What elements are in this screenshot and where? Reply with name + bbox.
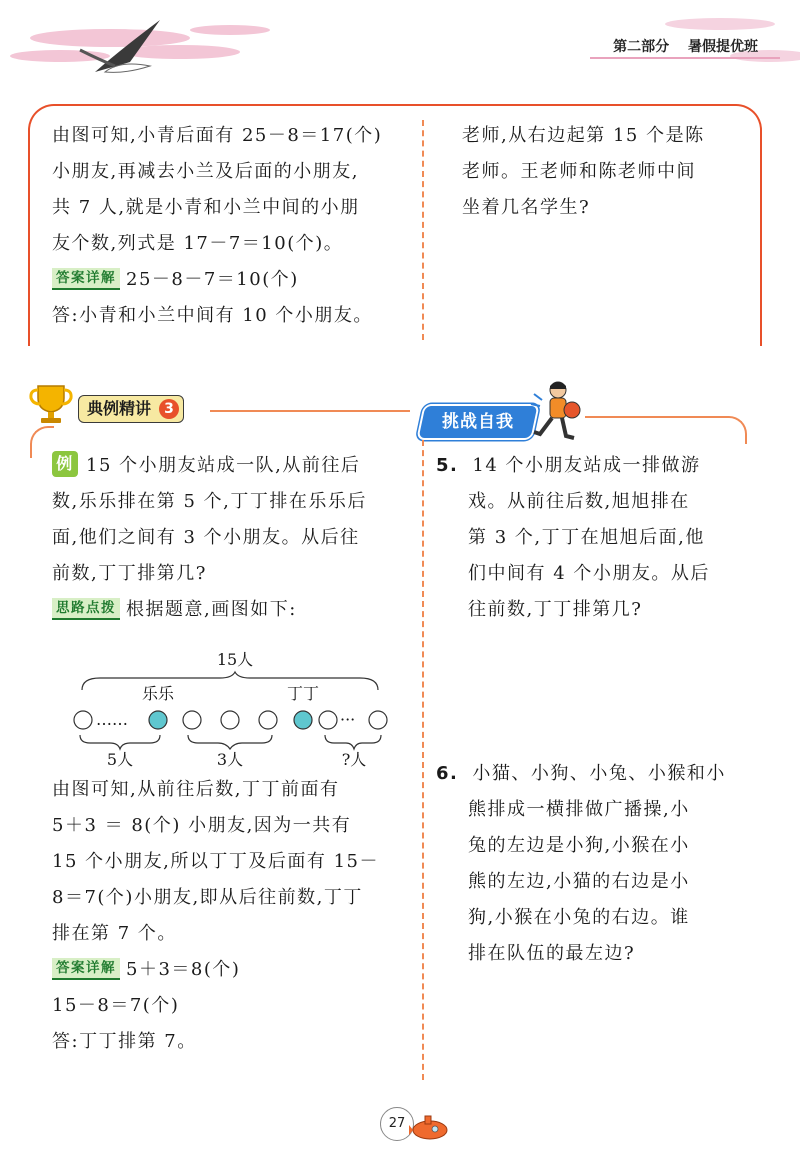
answer-text: 答:小青和小兰中间有 10 个小朋友。 xyxy=(52,305,373,326)
hint-text: 根据题意,画图如下: xyxy=(126,599,297,620)
total-label: 15人 xyxy=(216,650,254,669)
page-number: 27 xyxy=(380,1107,414,1141)
ellipsis-dots: …… xyxy=(96,710,128,729)
text-line: 5. 14 个小朋友站成一排做游 xyxy=(436,455,701,476)
label-dingding: 丁丁 xyxy=(286,684,320,703)
answer-expression-2: 15－8＝7(个) xyxy=(52,995,180,1016)
child-circle xyxy=(183,711,201,729)
title-underline xyxy=(210,410,410,412)
text-line: 前数,丁丁排第几? xyxy=(52,563,207,584)
child-circle xyxy=(221,711,239,729)
text-line: 往前数,丁丁排第几? xyxy=(468,599,643,620)
segment-label-unknown: ?人 xyxy=(341,750,367,769)
label-lele: 乐乐 xyxy=(141,684,175,703)
text-line: 坐着几名学生? xyxy=(462,197,591,218)
course-name: 暑假提优班 xyxy=(688,39,758,55)
hint-tag: 思路点拨 xyxy=(52,598,120,620)
text-line: 5＋3 ＝ 8(个) 小朋友,因为一共有 xyxy=(52,815,352,836)
child-circle xyxy=(369,711,387,729)
submarine-icon xyxy=(408,1110,450,1142)
trophy-icon xyxy=(28,382,74,426)
segment-label-5: 5人 xyxy=(106,750,134,769)
question-number: 5. xyxy=(436,455,459,476)
previous-question-continuation xyxy=(462,118,762,226)
child-circle xyxy=(319,711,337,729)
ellipsis-dots: ··· xyxy=(340,710,356,729)
challenge-badge-text: 挑战自我 xyxy=(442,412,514,432)
section-name: 第二部分 xyxy=(613,39,670,55)
brace-unknown xyxy=(325,735,381,749)
basketball-player-icon xyxy=(528,380,584,446)
text-line: 们中间有 4 个小朋友。从后 xyxy=(468,563,710,584)
text-line: 熊的左边,小猫的右边是小 xyxy=(468,871,690,892)
text-line: 由图可知,小青后面有 25－8＝17(个) xyxy=(52,125,383,146)
example-explanation xyxy=(52,772,417,1060)
child-circle xyxy=(259,711,277,729)
text-line: 狗,小猴在小兔的右边。谁 xyxy=(468,907,690,928)
hint-line xyxy=(52,592,417,628)
text-line: 兔的左边是小狗,小猴在小 xyxy=(468,835,690,856)
answer-tag: 答案详解 xyxy=(52,958,120,980)
brace-3 xyxy=(188,735,272,749)
text-line: 例 15 个小朋友站成一队,从前往后 xyxy=(52,448,417,484)
section-label xyxy=(613,36,758,56)
answer-line xyxy=(52,262,412,298)
brace-5 xyxy=(80,735,160,749)
text-line: 第 3 个,丁丁在旭旭后面,他 xyxy=(468,527,705,548)
child-circle-lele xyxy=(149,711,167,729)
question-number: 6. xyxy=(436,763,459,784)
text-line: 老师。王老师和陈老师中间 xyxy=(462,161,696,182)
section-number-badge: 3 xyxy=(159,399,179,419)
text-line: 熊排成一横排做广播操,小 xyxy=(468,799,690,820)
child-circle xyxy=(74,711,92,729)
section-title xyxy=(78,395,184,423)
column-divider-top xyxy=(422,120,424,340)
text-line: 老师,从右边起第 15 个是陈 xyxy=(462,125,705,146)
example-problem xyxy=(52,448,417,628)
text-line: 数,乐乐排在第 5 个,丁丁排在乐乐后 xyxy=(52,491,367,512)
child-circle-dingding xyxy=(294,711,312,729)
text-line: 由图可知,从前往后数,丁丁前面有 xyxy=(52,779,340,800)
text-line: 面,他们之间有 3 个小朋友。从后往 xyxy=(52,527,360,548)
text-line: 友个数,列式是 17－7＝10(个)。 xyxy=(52,233,344,254)
text-line: 15 个小朋友,所以丁丁及后面有 15－ xyxy=(52,851,379,872)
answer-text: 答:丁丁排第 7。 xyxy=(52,1031,197,1052)
example-frame-left xyxy=(30,426,54,458)
section-title-text: 典例精讲 xyxy=(87,399,152,418)
challenge-underline xyxy=(585,416,747,444)
column-divider-bottom xyxy=(422,440,424,1080)
text-line: 小朋友,再减去小兰及后面的小朋友, xyxy=(52,161,359,182)
challenge-badge xyxy=(416,404,540,440)
question-5 xyxy=(436,448,766,628)
queue-diagram xyxy=(60,645,410,770)
example-mark: 例 xyxy=(52,451,78,477)
text-line: 排在队伍的最左边? xyxy=(468,943,636,964)
previous-solution xyxy=(52,118,412,334)
text-line: 排在第 7 个。 xyxy=(52,923,177,944)
segment-label-3: 3人 xyxy=(216,750,244,769)
answer-line xyxy=(52,952,417,988)
total-brace xyxy=(82,672,378,690)
answer-tag: 答案详解 xyxy=(52,268,120,290)
text-line: 共 7 人,就是小青和小兰中间的小朋 xyxy=(52,197,360,218)
answer-expression: 5＋3＝8(个) xyxy=(126,959,241,980)
answer-expression: 25－8－7＝10(个) xyxy=(126,269,299,290)
text-line: 8＝7(个)小朋友,即从后往前数,丁丁 xyxy=(52,887,363,908)
question-6 xyxy=(436,756,766,972)
text-line: 戏。从前往后数,旭旭排在 xyxy=(468,491,690,512)
text-line: 6. 小猫、小狗、小兔、小猴和小 xyxy=(436,763,726,784)
